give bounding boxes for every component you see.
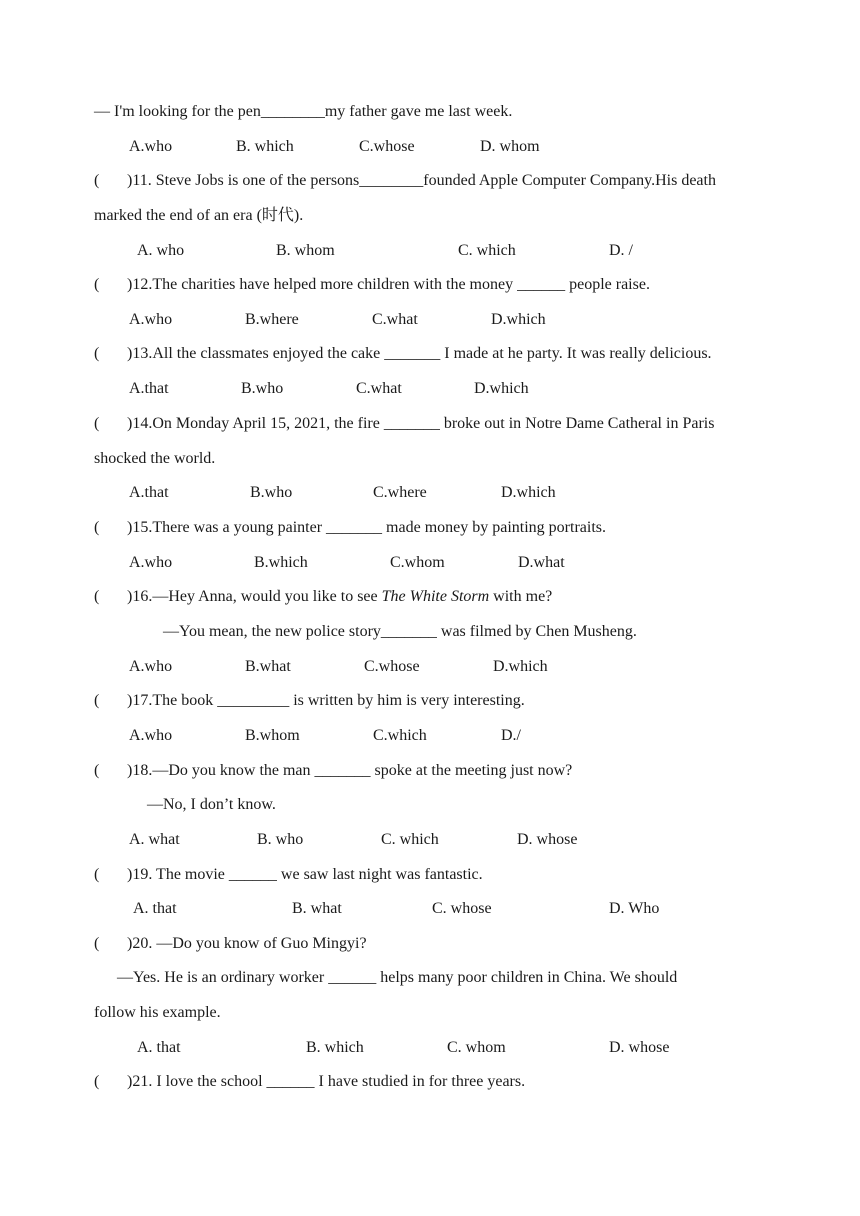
option-a: A.who [129,658,173,675]
question-text: )20. —Do you know of Guo Mingyi? [127,935,367,952]
option-d: D. Who [609,900,660,917]
question-16 [94,587,800,607]
option-c: C. whom [447,1039,506,1056]
option-b: B. what [292,900,342,917]
option-d: D.what [518,554,565,571]
question-text: )21. I love the school ______ I have studied in for three years. [127,1073,526,1090]
option-a: A.that [129,484,169,501]
option-d: D.which [491,311,546,328]
question-12 [94,275,800,295]
option-c: C.what [372,311,418,328]
question-text: )13.All the classmates enjoyed the cake _______ I made at he party. It was really delicious. [127,345,712,362]
option-b: B. which [306,1039,364,1056]
answer-paren: ( [94,415,100,432]
option-d: D.which [474,380,529,397]
option-a: A.who [129,554,173,571]
option-d: D. whose [517,831,578,848]
option-d: D. whose [609,1039,670,1056]
answer-paren: ( [94,588,100,605]
option-c: C.which [373,727,427,744]
question-15 [94,518,800,538]
option-d: D.which [501,484,556,501]
option-b: B. which [236,138,294,155]
answer-paren: ( [94,762,100,779]
option-c: C. which [381,831,439,848]
question-20 [94,934,800,954]
answer-paren: ( [94,692,100,709]
question-11 [94,171,800,191]
option-b: B.whom [245,727,300,744]
option-b: B.who [241,380,284,397]
question-text: )12.The charities have helped more children with the money ______ people raise. [127,276,650,293]
option-c: C.whose [364,658,420,675]
question-text: )18.—Do you know the man _______ spoke at the meeting just now? [127,762,573,779]
question-18 [94,761,800,781]
option-a: A. who [137,242,185,259]
question-text: )11. Steve Jobs is one of the persons________founded Apple Computer Company.His death [127,172,716,189]
option-c: C.what [356,380,402,397]
question-20-reply: —Yes. He is an ordinary worker ______ helps many poor children in China. We should [117,969,678,986]
option-c: C. which [458,242,516,259]
option-a: A. that [133,900,177,917]
answer-paren: ( [94,866,100,883]
option-c: C.whose [359,138,415,155]
option-b: B.who [250,484,293,501]
option-b: B.what [245,658,291,675]
question-text: )19. The movie ______ we saw last night was fantastic. [127,866,483,883]
question-19 [94,865,800,885]
question-text: )17.The book _________ is written by him is very interesting. [127,692,525,709]
answer-paren: ( [94,519,100,536]
question-text: )14.On Monday April 15, 2021, the fire _______ broke out in Notre Dame Catheral in Paris [127,415,715,432]
option-c: C.where [373,484,427,501]
answer-paren: ( [94,276,100,293]
question-21 [94,1072,800,1092]
answer-paren: ( [94,935,100,952]
option-d: D./ [501,727,521,744]
question-line: — I'm looking for the pen________my father gave me last week. [94,103,513,120]
question-20-cont: follow his example. [94,1004,221,1021]
question-18-reply: —No, I don’t know. [147,796,276,813]
option-a: A.who [129,727,173,744]
question-17 [94,691,800,711]
option-a: A.who [129,311,173,328]
answer-paren: ( [94,1073,100,1090]
option-a: A. that [137,1039,181,1056]
option-c: C. whose [432,900,492,917]
question-text: )16.—Hey Anna, would you like to see [127,588,382,605]
question-14-cont: shocked the world. [94,450,216,467]
question-11-cont: marked the end of an era (时代). [94,207,304,224]
question-16-reply: —You mean, the new police story_______ was filmed by Chen Musheng. [163,623,637,640]
option-b: B.which [254,554,308,571]
option-a: A. what [129,831,180,848]
option-b: B. whom [276,242,335,259]
option-d: D. / [609,242,633,259]
option-d: D. whom [480,138,540,155]
option-b: B.where [245,311,299,328]
answer-paren: ( [94,345,100,362]
option-d: D.which [493,658,548,675]
movie-title: The White Storm [381,588,490,605]
question-text: )15.There was a young painter _______ made money by painting portraits. [127,519,606,536]
answer-paren: ( [94,172,100,189]
question-text-end: with me? [489,588,553,605]
option-a: A.who [129,138,173,155]
option-b: B. who [257,831,304,848]
option-a: A.that [129,380,169,397]
question-13 [94,344,800,364]
option-c: C.whom [390,554,445,571]
question-14 [94,414,800,434]
